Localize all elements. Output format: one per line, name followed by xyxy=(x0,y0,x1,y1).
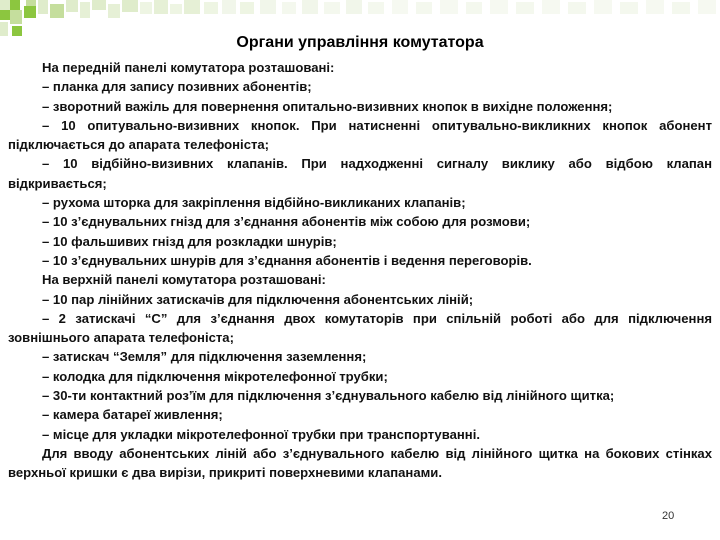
list-item: – 10 з’єднувальних шнурів для з’єднання абонентів і ведення переговорів. xyxy=(42,252,532,268)
page-number: 20 xyxy=(662,510,675,522)
list-item: – камера батареї живлення; xyxy=(42,407,223,423)
list-item: – місце для укладки мікротелефонної трубки при транспортуванні. xyxy=(42,426,480,442)
list-item: – колодка для підключення мікротелефонної трубки; xyxy=(42,368,388,384)
list-item: – 10 пар лінійних затискачів для підключення абонентських ліній; xyxy=(42,291,474,307)
paragraph: На передній панелі комутатора розташовані: xyxy=(42,60,335,75)
list-item: – 10 відбійно-визивних клапанів. При надходженні сигналу виклику або відбою клапан відкривається; xyxy=(8,156,712,191)
list-item: – 10 опитувально-визивних кнопок. При натисненні опитувально-викликних кнопок абонент підключається до апарата телефоніста; xyxy=(8,117,712,153)
list-item: – зворотний важіль для повернення опитально-визивних кнопок в вихідне положення; xyxy=(42,98,613,114)
list-item: – рухома шторка для закріплення відбійно-викликаних клапанів; xyxy=(42,195,466,211)
list-item: – планка для запису позивних абонентів; xyxy=(42,79,312,95)
paragraph: На верхній панелі комутатора розташовані: xyxy=(42,272,326,288)
list-item: – 30-ти контактний роз’їм для підключення з’єднувального кабелю від лінійного щитка; xyxy=(42,388,615,404)
list-item: – затискач “Земля” для підключення заземлення; xyxy=(42,349,367,365)
list-item: – 2 затискачі “С” для з’єднання двох комутаторів при спільній роботі або для підключення зовнішнього апарата телефоніста; xyxy=(8,310,712,346)
slide-body xyxy=(8,58,712,483)
paragraph: Для вводу абонентських ліній або з’єднувального кабелю від лінійного щитка на бокових стінках верхньої кришки є два вирізи, прикриті поверхневими клапанами. xyxy=(8,445,712,481)
slide-title: Органи управління комутатора xyxy=(236,34,484,51)
list-item: – 10 з’єднувальних гнізд для з’єднання абонентів між собою для розмови; xyxy=(42,214,531,230)
list-item: – 10 фальшивих гнізд для розкладки шнурів; xyxy=(42,233,337,249)
